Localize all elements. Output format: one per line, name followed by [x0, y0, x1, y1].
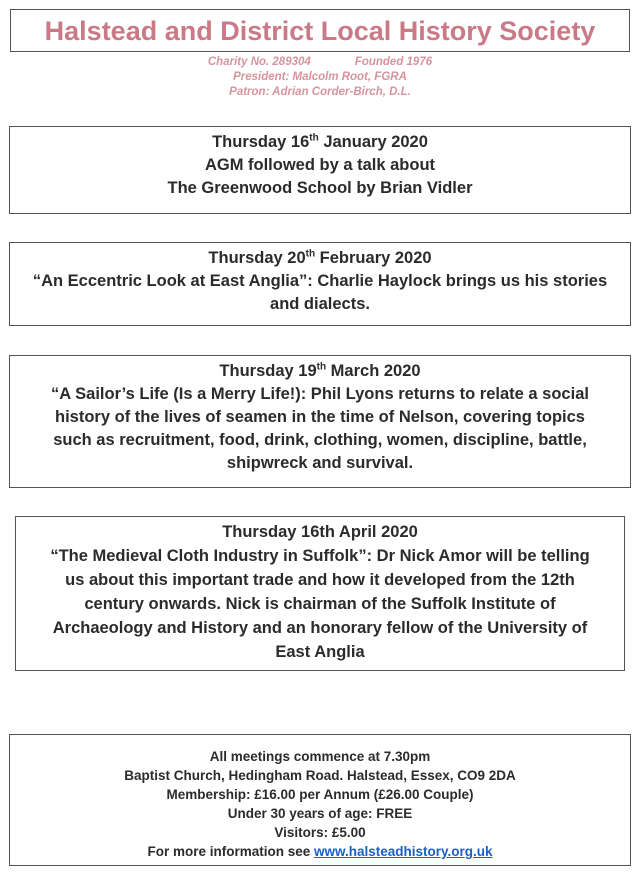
event-date: Thursday 20th February 2020: [208, 248, 432, 267]
event-card-february: [9, 242, 631, 326]
event-date: Thursday 16th April 2020: [222, 523, 418, 541]
event-description-line: AGM followed by a talk about: [204, 156, 436, 174]
event-description-line: us about this important trade and how it developed from the 12th: [65, 571, 575, 589]
meeting-time: All meetings commence at 7.30pm: [209, 749, 431, 764]
more-info: For more information see www.halsteadhistory.org.uk: [147, 844, 493, 859]
society-title: Halstead and District Local History Society: [44, 16, 596, 46]
event-description-line: “The Medieval Cloth Industry in Suffolk”: Dr Nick Amor will be telling: [50, 547, 590, 565]
meeting-info-box: [9, 734, 631, 866]
event-description-line: The Greenwood School by Brian Vidler: [167, 179, 473, 197]
event-date: Thursday 16th January 2020: [212, 132, 428, 151]
event-card-january: [9, 126, 631, 214]
society-title-box: [10, 9, 630, 52]
event-description-line: Archaeology and History and an honorary fellow of the University of: [52, 619, 588, 637]
event-card-april: [15, 516, 625, 671]
charity-number: Charity No. 289304: [207, 56, 311, 68]
website-link[interactable]: www.halsteadhistory.org.uk: [313, 844, 493, 859]
event-description-line: history of the lives of seamen in the time of Nelson, covering topics: [55, 408, 585, 426]
event-description-line: “An Eccentric Look at East Anglia”: Charlie Haylock brings us his stories: [32, 272, 608, 290]
under-30-fee: Under 30 years of age: FREE: [227, 806, 413, 821]
event-description-line: East Anglia: [275, 643, 365, 661]
president: President: Malcolm Root, FGRA: [233, 71, 407, 83]
patron: Patron: Adrian Corder-Birch, D.L.: [229, 86, 411, 98]
event-description-line: “A Sailor’s Life (Is a Merry Life!): Phil Lyons returns to relate a social: [51, 385, 589, 403]
event-date: Thursday 19th March 2020: [219, 361, 421, 380]
membership-fee: Membership: £16.00 per Annum (£26.00 Couple): [166, 787, 474, 802]
event-card-march: [9, 355, 631, 488]
visitor-fee: Visitors: £5.00: [274, 825, 366, 840]
event-description-line: such as recruitment, food, drink, clothing, women, discipline, battle,: [53, 431, 587, 449]
meeting-venue: Baptist Church, Hedingham Road. Halstead, Essex, CO9 2DA: [124, 768, 516, 783]
event-description-line: century onwards. Nick is chairman of the Suffolk Institute of: [84, 595, 556, 613]
event-description-line: and dialects.: [270, 295, 370, 313]
founded-year: Founded 1976: [354, 56, 433, 68]
society-details: [0, 55, 640, 100]
event-description-line: shipwreck and survival.: [226, 454, 414, 472]
